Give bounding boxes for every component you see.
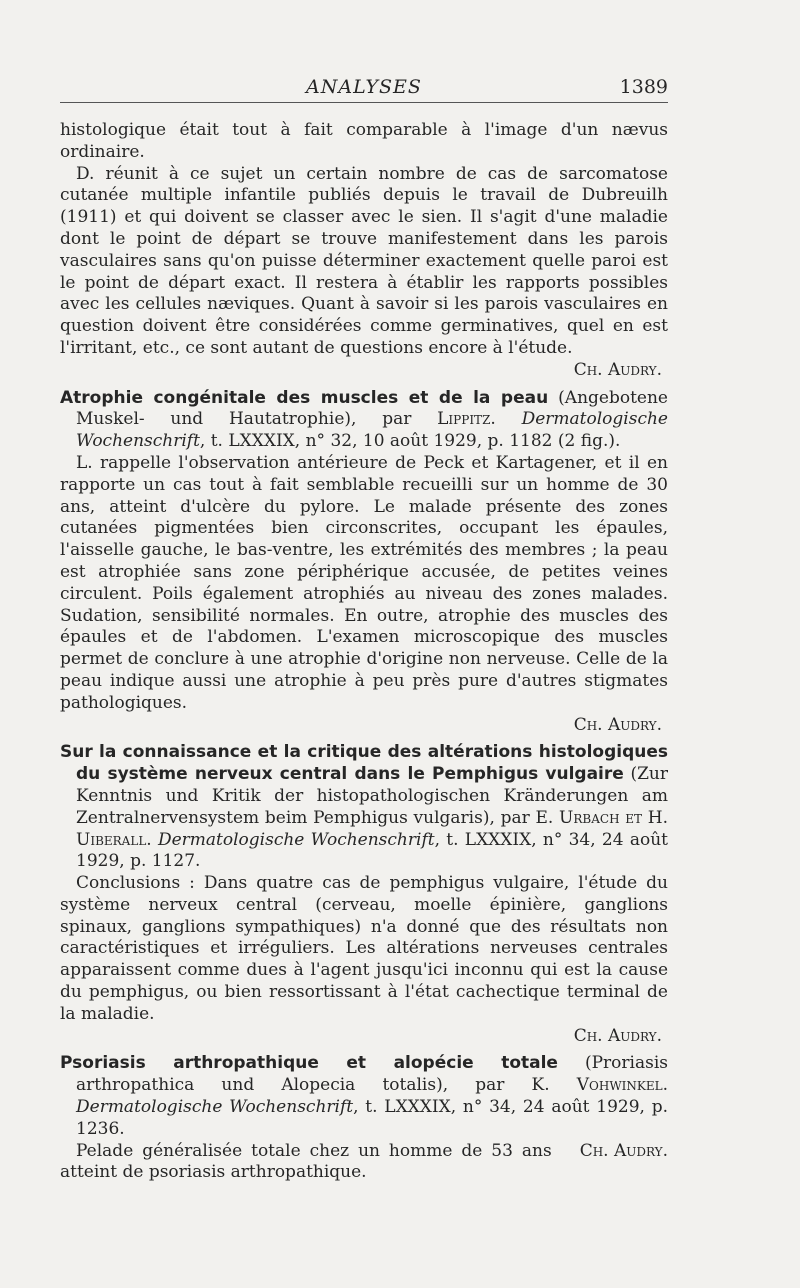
entry-journal: Dermatologische Wochenschrift	[157, 829, 435, 850]
entry-ref-post: , t. LXXXIX, n° 34, 24 août 1929, p. 1236.	[76, 1097, 668, 1139]
page-number: 1389	[619, 76, 668, 98]
entry-heading	[60, 742, 668, 873]
entry-ref-pre: (Angebotene Muskel- und Hautatrophie), par	[76, 387, 668, 430]
signature: Ch. Audry.	[579, 1140, 668, 1161]
entry-heading	[60, 388, 668, 453]
signature: Ch. Audry.	[573, 1025, 662, 1046]
entry-ref-post: , t. LXXXIX, n° 32, 10 août 1929, p. 1182 (2 fig.).	[199, 431, 621, 452]
entry-journal: Dermatologische Wochenschrift	[76, 409, 668, 452]
page-content	[60, 120, 668, 1184]
entry-author: Lippitz	[437, 409, 491, 430]
entry-body: Pelade généralisée totale chez un homme de 53 ans atteint de psoriasis arthropathique.	[60, 1140, 552, 1183]
entry-body: Conclusions : Dans quatre cas de pemphigus vulgaire, l'étude du système nerveux central (cerveau, moelle épinière, ganglions spinaux, ganglions sympathiques) n'a donné que des résultats non caractéristiques et irréguliers. Les altérations nerveuses centrales apparaissent comme dues à l'agent jusqu'ici inconnu qui est la cause du pemphigus, ou bien ressortissant à l'état cachectique terminal de la maladie.	[60, 873, 668, 1024]
running-header	[60, 72, 668, 103]
entry-title: Psoriasis arthropathique et alopécie totale	[60, 1053, 558, 1074]
entry-title: Atrophie congénitale des muscles et de la peau	[60, 387, 549, 408]
entry-ref-pre: (Proriasis arthropathica und Alopecia totalis), par	[76, 1053, 668, 1096]
entry-ref-mid: .	[146, 829, 158, 850]
continuation-paragraph: histologique était tout à fait comparable à l'image d'un nævus ordinaire.	[60, 120, 668, 162]
entry-ref-post: , t. LXXXIX, n° 34, 24 août 1929, p. 1127.	[76, 829, 668, 872]
running-title: ANALYSES	[306, 76, 422, 98]
review-entry	[60, 388, 668, 737]
entry-journal: Dermatologische Wochenschrift	[76, 1097, 354, 1118]
entry-ref-pre: (Zur Kenntnis und Kritik der histopathologischen Kränderungen am Zentralnervensystem beim Pemphigus vulgaris), par	[76, 764, 668, 828]
continuation-paragraph-2: D. réunit à ce sujet un certain nombre de cas de sarcomatose cutanée multiple infantile publiés depuis le travail de Dubreuilh (1911) et qui doivent se classer avec le sien. Il s'agit d'une maladie dont le point de départ se trouve manifestement dans les parois vasculaires sans qu'on puisse déterminer exactement quelle paroi est le point de départ exact. Il restera à établir les rapports possibles avec les cellules næviques. Quant à savoir si les parois vasculaires en question doivent être considérées comme germinatives, quel en est l'irritant, etc., ce sont autant de questions encore à l'étude.	[60, 163, 668, 358]
entry-body-row	[60, 1141, 668, 1185]
entry-ref-mid: .	[490, 409, 522, 430]
review-entry	[60, 742, 668, 1047]
entry-author: E. Urbach et H. Uiberall	[76, 807, 669, 850]
entry-heading	[60, 1053, 668, 1140]
signature: Ch. Audry.	[573, 359, 662, 380]
entry-author: K. Vohwinkel	[531, 1075, 663, 1096]
entry-title: Sur la connaissance et la critique des altérations histologiques du système nerveux central dans le Pemphigus vulgaire	[60, 742, 668, 785]
entry-body: L. rappelle l'observation antérieure de Peck et Kartagener, et il en rapporte un cas tout à fait semblable recueilli sur un homme de 30 ans, atteint d'ulcère du pylore. Le malade présente des zones cutanées pigmentées bien circonscrites, occupant les épaules, l'aisselle gauche, le bas-ventre, les extrémités des membres ; la peau est atrophiée sans zone périphérique accusée, de petites veines circulent. Poils également atrophiés au niveau des zones malades. Sudation, sensibilité normales. En outre, atrophie des muscles des épaules et de l'abdomen. L'examen microscopique des muscles permet de conclure à une atrophie d'origine non nerveuse. Celle de la peau indique aussi une atrophie à peu près pure d'autres stigmates pathologiques.	[60, 452, 668, 713]
review-entry	[60, 1053, 668, 1184]
signature: Ch. Audry.	[573, 714, 662, 735]
entry-ref-mid: .	[662, 1075, 669, 1096]
